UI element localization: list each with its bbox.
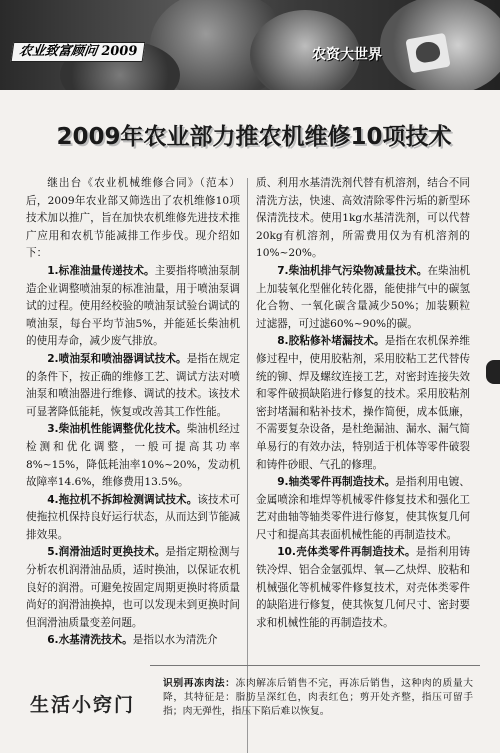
tech-item <box>26 421 240 491</box>
tech-item-text: 是指定期检测与分析农机润滑油品质，适时换油，以保证农机良好的润滑。可避免按固定周期更换时将质量尚好的润滑油换掉，也可以发现未到更换时间但润滑油质量变差问题。 <box>26 546 240 629</box>
tech-item <box>26 632 240 650</box>
tech-item <box>256 544 470 632</box>
tech-item-text: 是指在农机保养维修过程中，使用胶粘剂，采用胶粘工艺代替传统的铆、焊及螺纹连接工艺，对密封连接失效和零件破损缺陷进行修复的技术。采用胶粘剂密封堵漏和粘补技术，操作简便，成本低廉，不需要复杂设备，是杜绝漏油、漏水、漏气简单易行的有效办法，特别适于机体等零件破裂和铸件砂眼、气孔的修理。 <box>256 335 470 471</box>
tech-item-title: 3.柴油机性能调整优化技术。 <box>47 423 187 436</box>
tech-item-title: 1.标准油量传递技术。 <box>47 264 155 277</box>
column-tag-year: 2009 <box>100 44 139 59</box>
article-column-right <box>256 175 470 632</box>
tech-item <box>26 544 240 632</box>
tech-item-title: 2.喷油泵和喷油器调试技术。 <box>47 352 187 365</box>
tips-text <box>163 677 473 719</box>
tech-item <box>256 263 470 333</box>
tips-title: 识别再冻肉法： <box>163 678 236 689</box>
column-divider <box>247 178 248 753</box>
column-tag-text: 农业致富顾问 <box>18 44 99 59</box>
tips-divider <box>150 665 480 666</box>
tech-item-text: 该技术可使拖拉机保持良好运行状态，从而达到节能减排效果。 <box>26 493 240 541</box>
tech-item-title: 5.润滑油适时更换技术。 <box>47 546 166 559</box>
tech-item <box>26 351 240 421</box>
page-edge-tab <box>486 360 500 384</box>
tips-body: 冻肉解冻后销售不完，再冻后销售，这种肉的质量大降，其特征是：脂肪呈深红色，肉表红色；剪开处齐整，指压可留手指；肉无弹性，指压下陷后难以恢复。 <box>163 678 474 717</box>
article-column-left <box>26 175 240 650</box>
tech-item-text: 是指利用电镀、金属喷涂和堆焊等机械零件修复技术和强化工艺对曲轴等轴类零件进行修复，使其恢复几何尺寸和提高其表面机械性能的再制造技术。 <box>256 476 470 541</box>
tech-item-title: 10.壳体类零件再制造技术。 <box>277 546 416 559</box>
intro-paragraph <box>26 175 240 263</box>
header-banner <box>0 0 500 90</box>
tech-item <box>256 333 470 474</box>
paragraph-text: 继出台《农业机械维修合同》（范本）后，2009年农业部又筛选出了农机维修10项技术加以推广，旨在加快农机维修先进技术推广应用和农机节能减排工作步伐。现介绍如下： <box>26 177 240 260</box>
tech-item <box>26 492 240 545</box>
article-headline: 2009年农业部力推农机维修10项技术 <box>56 124 452 150</box>
tech-item-title: 9.轴类零件再制造技术。 <box>277 476 396 489</box>
tech-item-text-cont: 质、利用水基清洗剂代替有机溶剂，结合不同清洗方法，快速、高效清除零件污垢的新型环保清洗技术。使用1kg水基清洗剂，可以代替20kg有机溶剂，所需费用仅为有机溶剂的10%~20%。 <box>256 177 470 260</box>
tech-item-continued <box>256 175 470 263</box>
series-title: 农资大世界 <box>312 47 382 63</box>
tech-item-title: 4.拖拉机不拆卸检测调试技术。 <box>47 493 198 506</box>
tech-item-text: 是指利用铸铁冷焊、铝合金氩弧焊、氧—乙炔焊、胶粘和机械强化等机械零件修复技术，对壳体类零件的缺陷进行修复，使其恢复几何尺寸、密封要求和机械性能的再制造技术。 <box>256 546 470 629</box>
series-logo-icon <box>405 33 450 73</box>
tech-item-text: 是指在规定的条件下，按正确的维修工艺、调试方法对喷油泵和喷油器进行维修、调试的技术。该技术可显著降低能耗，恢复或改善其工作性能。 <box>26 352 240 418</box>
tech-item <box>26 263 240 351</box>
tech-item-text: 在柴油机上加装氧化型催化转化器，能使排气中的碳氢化合物、一氧化碳含量减少50%；加装颗粒过滤器，可过滤60%~90%的碳。 <box>256 264 470 330</box>
tech-item-text: 主要指将喷油泵制造企业调整喷油泵的标准油量，用于喷油泵调试的过程。使用经校验的喷油泵试验台调试的喷油泵，每台平均节油5%，并能延长柴油机的使用寿命，减少废气排放。 <box>26 264 240 348</box>
tech-item-title: 8.胶粘修补堵漏技术。 <box>277 335 385 348</box>
tech-item-text: 柴油机经过检测和优化调整，一般可提高其功率8%~15%，降低耗油率10%~20%，发动机故障率14.6%，维修费用13.5%。 <box>26 423 240 489</box>
tech-item-title: 6.水基清洗技术。 <box>47 634 133 647</box>
tech-item <box>256 474 470 544</box>
column-tag <box>11 42 146 62</box>
tips-label: 生活小窍门 <box>30 694 136 716</box>
tech-item-text-start: 是指以水为清洗介 <box>132 634 218 647</box>
tech-item-title: 7.柴油机排气污染物减量技术。 <box>277 264 428 277</box>
